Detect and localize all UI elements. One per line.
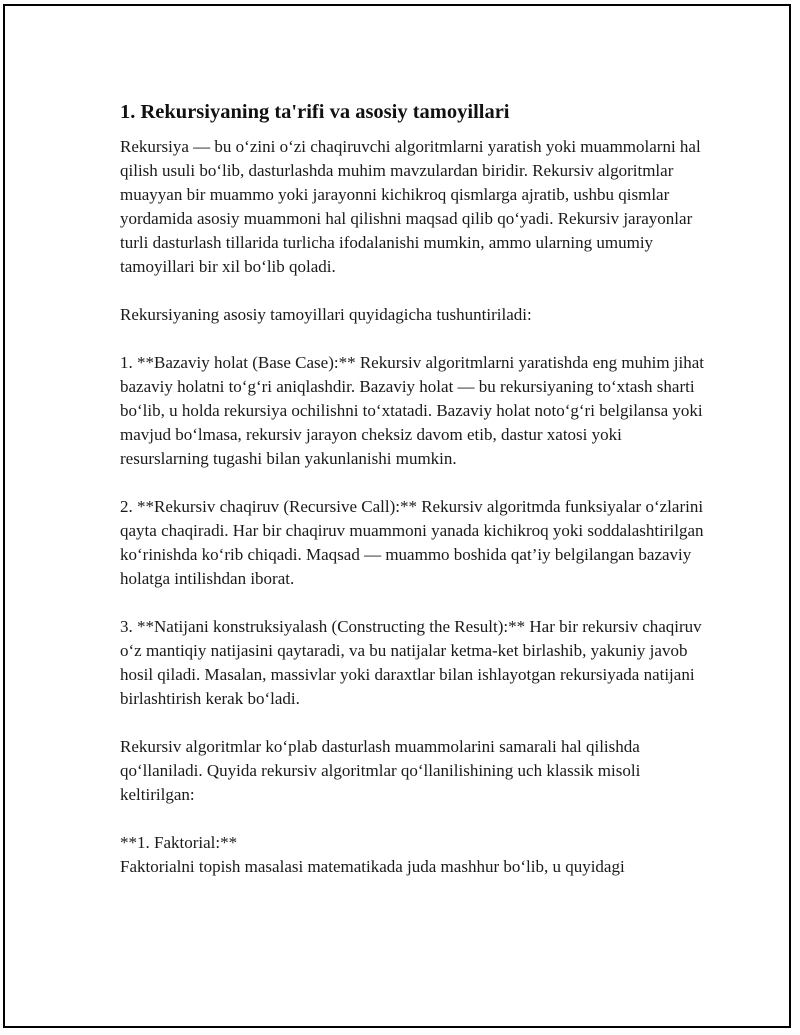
paragraph-examples-lead: Rekursiv algoritmlar ko‘plab dasturlash muammolarini samarali hal qilishda qo‘llaniladi. Quyida rekursiv algoritmlar qo‘llanilishining uch klassik misoli keltirilgan: [120, 737, 641, 804]
paragraph-constructing-result: 3. **Natijani konstruksiyalash (Constructing the Result):** Har bir rekursiv chaqiruv o‘z mantiqiy natijasini qaytaradi, va bu natijalar ketma-ket birlashib, yakuniy javob hosil qiladi. Masalan, massivlar yoki daraxtlar bilan ishlayotgan rekursiyada natijani birlashtirish kerak bo‘ladi. [120, 617, 702, 708]
paragraph-recursive-call: 2. **Rekursiv chaqiruv (Recursive Call):** Rekursiv algoritmda funksiyalar o‘zlarini qayta chaqiradi. Har bir chaqiruv muammoni yanada kichikroq yoki soddalashtirilgan ko‘rinishda ko‘rib chiqadi. Maqsad — muammo boshida qat’iy belgilangan bazaviy holatga intilishdan iborat. [120, 497, 704, 588]
paragraph-factorial-start: Faktorialni topish masalasi matematikada juda mashhur bo‘lib, u quyidagi [120, 857, 625, 876]
section-heading: 1. Rekursiyaning ta'rifi va asosiy tamoyillari [120, 101, 510, 123]
document-content [120, 99, 710, 879]
paragraph-intro: Rekursiya — bu o‘zini o‘zi chaqiruvchi algoritmlarni yaratish yoki muammolarni hal qilish usuli bo‘lib, dasturlashda muhim mavzulardan biridir. Rekursiv algoritmlar muayyan bir muammo yoki jarayonni kichikroq qismlarga ajratib, ushbu qismlar yordamida asosiy muammoni hal qilishni maqsad qilib qo‘yadi. Rekursiv jarayonlar turli dasturlash tillarida turlicha ifodalanishi mumkin, ammo ularning umumiy tamoyillari bir xil bo‘lib qoladi. [120, 137, 701, 276]
document-page [3, 4, 791, 1028]
paragraph-principles-lead: Rekursiyaning asosiy tamoyillari quyidagicha tushuntiriladi: [120, 305, 532, 324]
subheading-factorial: **1. Faktorial:** [120, 833, 238, 852]
paragraph-base-case: 1. **Bazaviy holat (Base Case):** Rekursiv algoritmlarni yaratishda eng muhim jihat bazaviy holatni to‘g‘ri aniqlashdir. Bazaviy holat — bu rekursiyaning to‘xtash sharti bo‘lib, u holda rekursiya ochilishni to‘xtatadi. Bazaviy holat noto‘g‘ri belgilansa yoki mavjud bo‘lmasa, rekursiv jarayon cheksiz davom etib, dastur xatosi yoki resurslarning tugashi bilan yakunlanishi mumkin. [120, 353, 705, 468]
